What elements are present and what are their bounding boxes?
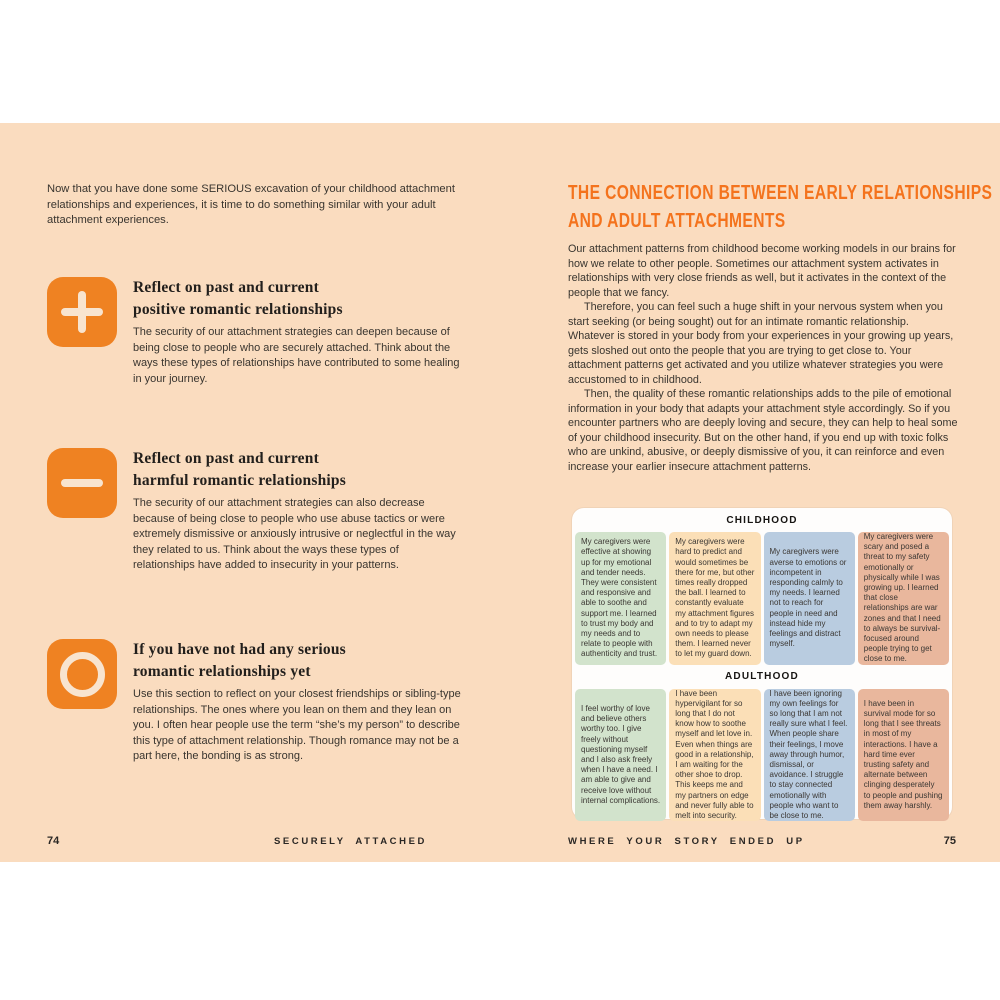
adulthood-row [575, 689, 949, 822]
section-heading-line2: positive romantic relationships [133, 301, 343, 318]
section-heading-line2: romantic relationships yet [133, 663, 311, 680]
section-harmful-relationships [47, 448, 467, 574]
plus-icon [47, 277, 117, 347]
running-head-left: SECURELY ATTACHED [273, 835, 427, 847]
circle-icon [47, 639, 117, 709]
table-cell-avoidant-childhood: My caregivers were averse to emotions or incompetent in responding calmly to my needs. I learned not to reach for people in need and instead hide my feelings and distract myself. [764, 532, 855, 665]
table-cell-disorganized-childhood: My caregivers were scary and posed a threat to my safety emotionally or physically while I was growing up. I learned that close relationships are war zones and that I need to always be survival-focused around people trying to get close to me. [858, 532, 949, 665]
left-page-footer [47, 835, 460, 847]
childhood-row [575, 532, 949, 665]
heading-line1: THE CONNECTION BETWEEN EARLY RELATIONSHIPS [568, 182, 993, 204]
left-intro-paragraph: Now that you have done some SERIOUS excavation of your childhood attachment relationships and experiences, it is time to do something similar with your adult attachment experiences. [47, 183, 455, 227]
chapter-section-heading [568, 179, 992, 235]
minus-icon [47, 448, 117, 518]
table-header-adulthood: ADULTHOOD [725, 671, 799, 683]
section-heading [133, 448, 463, 492]
section-body: The security of our attachment strategies can also decrease because of being close to people who use abuse tactics or were extremely dismissive or anxiously intrusive or neglectful in the way they related to us. Think about the ways these types of relationships have added to insecurity in your patterns. [133, 497, 456, 571]
section-body: Use this section to reflect on your closest friendships or sibling-type relationships. The ones where you lean on them and they lean on you. I often hear people use the term “she’s my person” to describe this type of attachment relationship. Though romance may not be a part here, the bonding is as strong. [133, 688, 461, 762]
table-cell-secure-adulthood: I feel worthy of love and believe others worthy too. I give freely without questioning myself and I also ask freely when I have a need. I am able to give and receive love without internal complications. [575, 689, 666, 822]
section-text [133, 639, 463, 765]
table-header-childhood: CHILDHOOD [726, 514, 798, 526]
minus-glyph [47, 448, 117, 518]
ring-glyph [60, 652, 105, 697]
section-no-serious-relationships [47, 639, 467, 765]
section-heading [133, 277, 463, 321]
table-cell-avoidant-adulthood: I have been ignoring my own feelings for so long that I am not really sure what I feel. When people share their feelings, I move away through humor, dismissal, or avoidance. I struggle to stay connected emotionally with people who want to be close to me. [764, 689, 855, 822]
section-text [133, 277, 463, 387]
section-heading [133, 639, 463, 683]
section-heading-line2: harmful romantic relationships [133, 472, 346, 489]
attachment-styles-table [572, 508, 952, 819]
plus-glyph [47, 277, 117, 347]
heading-line2: AND ADULT ATTACHMENTS [568, 210, 786, 232]
section-body: The security of our attachment strategies can deepen because of being close to people who are securely attached. Think about the ways these types of relationships have contributed to some healing in your journey. [133, 326, 460, 385]
section-heading-line1: Reflect on past and current [133, 279, 319, 296]
section-heading-line1: If you have not had any serious [133, 641, 346, 658]
section-heading-line1: Reflect on past and current [133, 450, 319, 467]
section-text [133, 448, 463, 574]
paragraph: Therefore, you can feel such a huge shift in your nervous system when you start seeking (or being sought) out for an intimate romantic relationship. Whatever is stored in your body from your experiences in your growing up years, gets sloshed out onto the people that you are trying to get close to. Your attachment patterns get activated and you utilize whatever strategies you were accustomed to in childhood. [568, 301, 954, 386]
section-positive-relationships [47, 277, 467, 387]
table-cell-disorganized-adulthood: I have been in survival mode for so long that I see threats in most of my interactions. I have a hard time ever trusting safety and alternate between clinging desperately to people and pushing them away harshly. [858, 689, 949, 822]
page-number-right: 75 [943, 835, 956, 847]
table-cell-anxious-adulthood: I have been hypervigilant for so long that I do not know how to soothe myself and let love in. Even when things are good in a relationship, I am waiting for the other shoe to drop. This keeps me and my partners on edge and never fully able to melt into security. [669, 689, 760, 822]
table-cell-anxious-childhood: My caregivers were hard to predict and would sometimes be there for me, but other times really dropped the ball. I learned to constantly evaluate my attachment figures and to try to adapt my own needs to please them. I learned never to let my guard down. [669, 532, 760, 665]
paragraph: Then, the quality of these romantic relationships adds to the pile of emotional information in your body that adapts your attachment style accordingly. So if you encounter partners who are deeply loving and secure, they can help to heal some of your childhood insecurity. But on the other hand, if you end up with toxic folks who are unkind, abusive, or deeply dismissive of you, it can reinforce and even increase your earlier insecure attachment patterns. [568, 388, 958, 473]
page-number-left: 74 [47, 835, 60, 847]
running-head-right: WHERE YOUR STORY ENDED UP [568, 835, 805, 847]
right-body-text [568, 242, 958, 474]
table-cell-secure-childhood: My caregivers were effective at showing up for my emotional and tender needs. They were consistent and responsive and able to soothe and support me. I learned to trust my body and my needs and to relate to people with authenticity and trust. [575, 532, 666, 665]
right-page-footer [568, 835, 956, 847]
paragraph: Our attachment patterns from childhood become working models in our brains for how we relate to other people. Sometimes our attachment system activates in relationships with very close friends as well, but it activates in the context of the people that we fancy. [568, 243, 956, 299]
book-spread [0, 123, 1000, 862]
